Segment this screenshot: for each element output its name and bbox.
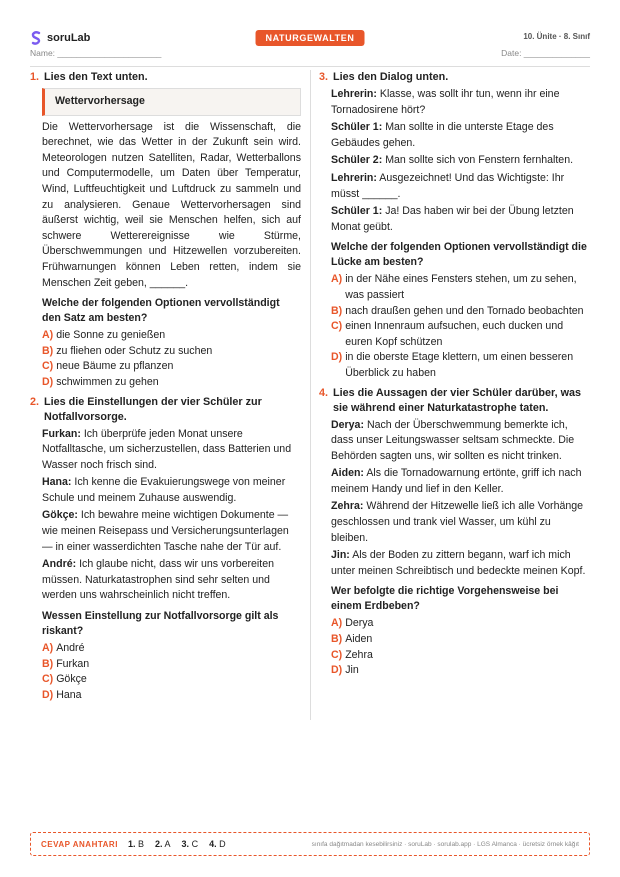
options-list — [42, 328, 301, 390]
option-b[interactable]: B) Aiden — [331, 633, 373, 646]
passage-text: Die Wettervorhersage ist die Wissenschaft, die berechnet, wie das Wetter in der Zukunft sein wird. Meteorologen nutzen Satelliten, Radar, Wetterballons und Computermodelle, um Daten über Temperatur, Wind, Luftfeuchtigkeit und Luftdruck zu sammeln und zu analysieren. Genaue Wettervorhersagen sind äußerst wichtig, weil sie Menschen helfen, sich auf schwere Wetterereignisse wie Stürme, Überschwemmungen und Hitzewellen vorzubereiten. Frühwarnungen können Leben retten, indem sie Menschen Zeit geben, ______. — [42, 120, 301, 289]
statement: Hana: Ich kenne die Evakuierungswege von meiner Schule und meinem Zuhause auswendig. — [42, 476, 286, 504]
grade-label: 10. Ünite · 8. Sınıf — [523, 32, 590, 41]
question-2 — [30, 395, 301, 704]
options-list — [42, 641, 301, 703]
dialog-line: Schüler 1: Man sollte in die unterste Etage des Gebäudes gehen. — [331, 121, 554, 149]
option-b[interactable]: B) Furkan — [42, 657, 90, 670]
question-number: 3. — [319, 71, 329, 83]
date-field: Date: ______________ — [501, 48, 590, 58]
question-3-header — [319, 70, 590, 85]
question-4 — [319, 386, 590, 679]
option-b[interactable]: B) zu fliehen oder Schutz zu suchen — [42, 344, 213, 357]
question-stem: Wer befolgte die richtige Vorgehensweise bei einem Erdbeben? — [331, 585, 559, 613]
question-number: 1. — [30, 71, 40, 83]
answer-item: 4. D — [209, 839, 226, 849]
question-number: 4. — [319, 386, 329, 399]
question-2-header — [30, 395, 301, 425]
dialog-line: Schüler 1: Ja! Das haben wir bei der Übung letzten Monat geübt. — [331, 205, 574, 233]
statement: Furkan: Ich überprüfe jeden Monat unsere Notfalltasche, um sicherzustellen, dass Batterien und Wasser noch frisch sind. — [42, 427, 292, 471]
question-title: Lies die Aussagen der vier Schüler darüber, was sie während einer Naturkatastrophe taten. — [333, 386, 582, 414]
question-1-header — [30, 70, 301, 85]
answer-item: 2. A — [154, 839, 171, 849]
option-a[interactable]: A) André — [42, 642, 85, 655]
option-b[interactable]: B) nach draußen gehen und den Tornado beobachten — [331, 304, 584, 317]
option-d[interactable]: D) in die oberste Etage klettern, um einen besseren Überblick zu haben — [331, 351, 574, 379]
answer-key-bar — [30, 832, 590, 856]
sorulab-logo-icon — [30, 31, 42, 45]
option-c[interactable]: C) einen Innenraum aufsuchen, euch ducken und euren Kopf schützen — [331, 320, 564, 348]
question-title: Lies den Text unten. — [44, 71, 148, 83]
question-title: Lies die Einstellungen der vier Schüler zur Notfallvorsorge. — [44, 395, 262, 423]
statement: Zehra: Während der Hitzewelle ließ ich alle Vorhänge geschlossen und trank viel Wasser, um kühl zu bleiben. — [331, 500, 584, 544]
name-field: Name: ______________________ — [30, 48, 162, 58]
option-d[interactable]: D) schwimmen zu gehen — [42, 375, 159, 388]
question-number: 2. — [30, 395, 40, 408]
topic-badge: NATURGEWALTEN — [256, 30, 365, 46]
answer-item: 3. C — [181, 839, 199, 849]
statement: Derya: Nach der Überschwemmung bemerkte ich, dass unser Leitungswasser seltsam schmeckte. Die Behörden sagten uns, wir sollten es nicht trinken. — [331, 418, 575, 462]
question-stem: Wessen Einstellung zur Notfallvorsorge gilt als riskant? — [42, 610, 279, 638]
brand-name: soruLab — [47, 32, 91, 44]
option-a[interactable]: A) Derya — [331, 617, 374, 630]
statement: Gökçe: Ich bewahre meine wichtigen Dokumente — wie meinen Reisepass und Versicherungsunterlagen — in einer wasserdichten Tasche nahe der Tür auf. — [42, 509, 289, 553]
option-d[interactable]: D) Jin — [331, 664, 359, 677]
dialog-line: Schüler 2: Man sollte sich von Fenstern fernhalten. — [331, 154, 574, 167]
footer-note: sınıfa dağıtmadan kesebilirsiniz · soruLab · sorulab.app · LGS Almanca · ücretsiz örnek kâğıt — [311, 840, 579, 848]
right-column — [319, 70, 590, 683]
statement: André: Ich glaube nicht, dass wir uns vorbereiten müssen. Naturkatastrophen sind sehr selten und werden uns wahrscheinlich nicht treffen. — [42, 558, 275, 602]
statement: Jin: Als der Boden zu zittern begann, warf ich mich unter meinen Schreibtisch und bedeckte meinen Kopf. — [331, 549, 586, 577]
question-3 — [319, 70, 590, 382]
option-c[interactable]: C) Gökçe — [42, 673, 87, 686]
option-c[interactable]: C) Zehra — [331, 648, 373, 661]
question-title: Lies den Dialog unten. — [333, 71, 449, 83]
question-1 — [30, 70, 301, 391]
option-d[interactable]: D) Hana — [42, 688, 82, 701]
passage-title: Wettervorhersage — [42, 88, 301, 116]
brand — [30, 31, 90, 45]
question-stem: Welche der folgenden Optionen vervollständigt die Lücke am besten? — [331, 241, 587, 269]
dialog-line: Lehrerin: Ausgezeichnet! Und das Wichtigste: Ihr müsst ______. — [331, 171, 565, 200]
option-c[interactable]: C) neue Bäume zu pflanzen — [42, 360, 174, 373]
answer-item: 1. B — [127, 839, 144, 849]
option-a[interactable]: A) die Sonne zu genießen — [42, 329, 166, 342]
statement: Aiden: Als die Tornadowarnung ertönte, griff ich nach meinem Handy und lief in den Keller. — [331, 467, 582, 495]
column-divider — [310, 70, 311, 720]
left-column — [30, 70, 301, 707]
options-list — [331, 272, 590, 381]
answer-key-label: CEVAP ANAHTARI — [41, 839, 118, 849]
options-list — [331, 616, 590, 678]
option-a[interactable]: A) in der Nähe eines Fensters stehen, um zu sehen, was passiert — [331, 273, 577, 301]
question-4-header — [319, 386, 590, 416]
question-stem: Welche der folgenden Optionen vervollständigt den Satz am besten? — [42, 297, 280, 325]
header-divider — [30, 66, 590, 67]
page-header — [30, 28, 590, 64]
dialog-line: Lehrerin: Klasse, was sollt ihr tun, wenn ihr eine Tornadosirene hört? — [331, 88, 560, 116]
